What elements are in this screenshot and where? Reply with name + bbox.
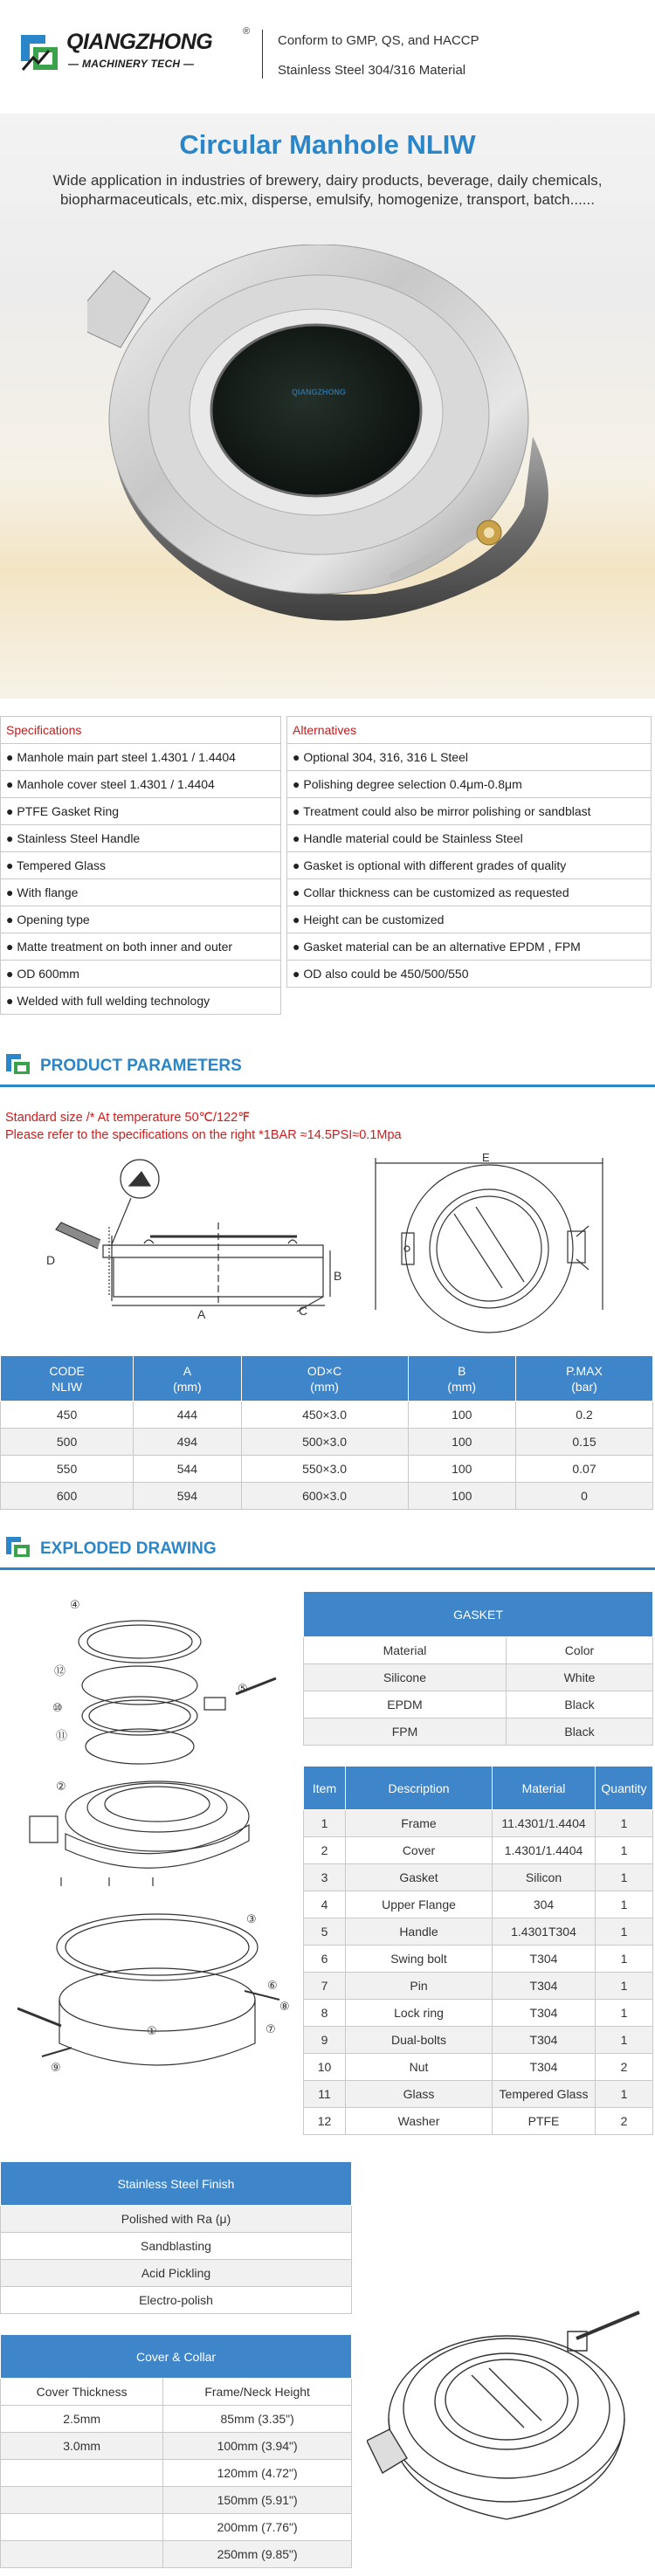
table-cell: T304 — [493, 1946, 596, 1973]
table-cell: Pin — [346, 1973, 493, 2000]
gasket-table-title: GASKET — [304, 1592, 653, 1637]
cover-collar-table — [0, 2334, 352, 2568]
header-divider — [262, 30, 263, 79]
callout-5: ⑤ — [238, 1683, 248, 1696]
table-row — [1, 2541, 352, 2568]
specifications-item: ● Stainless Steel Handle — [1, 825, 281, 852]
table-title-row — [1, 2335, 352, 2379]
table-cell: Electro-polish — [1, 2287, 352, 2314]
table-row — [304, 2000, 653, 2027]
table-row — [1, 2433, 352, 2460]
table-cell: 1.4301/1.4404 — [493, 1837, 596, 1864]
table-cell: Handle — [346, 1918, 493, 1946]
table-cell: 4 — [304, 1891, 346, 1918]
table-cell: 450×3.0 — [241, 1402, 408, 1429]
table-cell: 5 — [304, 1918, 346, 1946]
column-header-main: A — [183, 1363, 192, 1378]
table-cell: 3 — [304, 1864, 346, 1891]
table-cell: 500×3.0 — [241, 1429, 408, 1456]
table-cell: 1 — [596, 1810, 653, 1837]
specifications-item-text: Matte treatment on both inner and outer — [17, 940, 233, 954]
table-row — [304, 1718, 653, 1746]
specifications-row — [1, 906, 281, 933]
dim-label-a: A — [197, 1307, 206, 1321]
table-cell: 1 — [596, 1918, 653, 1946]
section-divider — [0, 1085, 655, 1087]
table-cell: 11.4301/1.4404 — [493, 1810, 596, 1837]
table-cell: 2 — [596, 2108, 653, 2135]
cover-collar-table-title: Cover & Collar — [1, 2335, 352, 2379]
specifications-item-text: Manhole main part steel 1.4301 / 1.4404 — [17, 750, 236, 764]
gasket-table — [303, 1591, 653, 1746]
table-cell: 1 — [596, 2000, 653, 2027]
table-title-row — [304, 1592, 653, 1637]
table-row — [1, 1483, 653, 1510]
header-claim-material: Stainless Steel 304/316 Material — [278, 63, 466, 78]
table-cell — [1, 2460, 163, 2487]
specifications-row — [1, 879, 281, 906]
table-cell: Tempered Glass — [493, 2081, 596, 2108]
alternatives-table — [286, 716, 652, 988]
column-header: Quantity — [596, 1767, 653, 1810]
alternatives-row — [287, 879, 652, 906]
column-header-unit: (mm) — [173, 1379, 202, 1394]
table-row — [304, 1810, 653, 1837]
specifications-item-text: Opening type — [17, 913, 90, 926]
callout-6: ⑥ — [267, 1980, 278, 1993]
table-cell: 100 — [408, 1402, 516, 1429]
alternatives-item: ● Collar thickness can be customized as requested — [287, 879, 652, 906]
table-cell: 2 — [304, 1837, 346, 1864]
column-header — [241, 1356, 408, 1402]
table-cell: Glass — [346, 2081, 493, 2108]
table-cell: 2.5mm — [1, 2406, 163, 2433]
specifications-item-text: Tempered Glass — [17, 858, 107, 872]
specifications-table — [0, 716, 281, 1015]
column-header: Item — [304, 1767, 346, 1810]
column-header — [134, 1356, 242, 1402]
alternatives-row — [287, 906, 652, 933]
table-row — [1, 2260, 352, 2287]
alternatives-item-text: Collar thickness can be customized as requested — [303, 885, 569, 899]
product-parameters-title: PRODUCT PARAMETERS — [40, 1057, 242, 1075]
table-cell: 10 — [304, 2054, 346, 2081]
table-cell: 6 — [304, 1946, 346, 1973]
alternatives-item-text: Polishing degree selection 0.4μm-0.8μm — [303, 777, 522, 791]
alternatives-item: ● Polishing degree selection 0.4μm-0.8μm — [287, 771, 652, 798]
brand-subtitle: — MACHINERY TECH — — [68, 58, 195, 70]
specifications-row — [1, 852, 281, 879]
table-row — [1, 1402, 653, 1429]
table-cell: 444 — [134, 1402, 242, 1429]
table-cell: 1 — [596, 2027, 653, 2054]
table-cell — [1, 2487, 163, 2514]
table-cell: 550×3.0 — [241, 1456, 408, 1483]
dim-label-c: C — [299, 1304, 308, 1318]
alternatives-item-text: Height can be customized — [303, 913, 445, 926]
table-row — [1, 2460, 352, 2487]
dimension-drawing — [0, 1153, 655, 1353]
table-cell: Gasket — [346, 1864, 493, 1891]
table-cell: 544 — [134, 1456, 242, 1483]
column-header-unit: NLIW — [52, 1379, 83, 1394]
table-cell: 100mm (3.94") — [163, 2433, 352, 2460]
specifications-row — [1, 744, 281, 771]
specifications-item: ● Manhole cover steel 1.4301 / 1.4404 — [1, 771, 281, 798]
table-cell: 9 — [304, 2027, 346, 2054]
table-cell: 1 — [304, 1810, 346, 1837]
finish-table — [0, 2161, 352, 2314]
alternatives-row — [287, 933, 652, 961]
finish-table-title: Stainless Steel Finish — [1, 2162, 352, 2206]
specifications-item-text: Stainless Steel Handle — [17, 831, 141, 845]
table-cell: 100 — [408, 1429, 516, 1456]
table-title-row — [1, 2162, 352, 2206]
callout-1: ① — [147, 2025, 157, 2038]
conversion-note: Please refer to the specifications on the right *1BAR ≈14.5PSI≈0.1Mpa — [5, 1128, 402, 1142]
specifications-item: ● PTFE Gasket Ring — [1, 798, 281, 825]
specifications-item: ● OD 600mm — [1, 961, 281, 988]
section-divider — [0, 1567, 655, 1570]
dim-label-e: E — [482, 1153, 490, 1164]
alternatives-item: ● Handle material could be Stainless Steel — [287, 825, 652, 852]
specifications-item-text: OD 600mm — [17, 967, 79, 981]
table-row — [304, 2108, 653, 2135]
callout-10: ⑩ — [52, 1702, 63, 1715]
table-cell: 1.4301T304 — [493, 1918, 596, 1946]
alternatives-item-text: Gasket is optional with different grades of quality — [303, 858, 567, 872]
alternatives-item: ● Gasket is optional with different grades of quality — [287, 852, 652, 879]
section-logo-icon — [5, 1052, 31, 1075]
table-cell: 0.2 — [516, 1402, 653, 1429]
manhole-line-drawing — [367, 2270, 646, 2550]
table-cell: 1 — [596, 1891, 653, 1918]
table-header-row — [304, 1637, 653, 1664]
table-cell — [1, 2514, 163, 2541]
table-cell: PTFE — [493, 2108, 596, 2135]
callout-9: ⑨ — [51, 2062, 61, 2075]
table-row — [1, 2514, 352, 2541]
callout-4: ④ — [70, 1599, 80, 1612]
page-header — [0, 0, 655, 114]
table-cell: Sandblasting — [1, 2233, 352, 2260]
window-logo: QIANGZHONG — [292, 388, 346, 396]
table-cell: Swing bolt — [346, 1946, 493, 1973]
column-header — [408, 1356, 516, 1402]
specifications-row — [1, 825, 281, 852]
callout-11: ⑪ — [56, 1730, 68, 1743]
table-header-row — [304, 1767, 653, 1810]
table-cell: 120mm (4.72") — [163, 2460, 352, 2487]
table-cell: 0.15 — [516, 1429, 653, 1456]
alternatives-row — [287, 852, 652, 879]
table-cell: 250mm (9.85") — [163, 2541, 352, 2568]
column-header-main: CODE — [49, 1363, 85, 1378]
table-cell: Nut — [346, 2054, 493, 2081]
alternatives-item-text: Optional 304, 316, 316 L Steel — [303, 750, 468, 764]
table-cell: Frame — [346, 1810, 493, 1837]
table-cell: 550 — [1, 1456, 134, 1483]
table-cell: Silicone — [304, 1664, 507, 1691]
table-cell: 1 — [596, 1837, 653, 1864]
table-cell: 12 — [304, 2108, 346, 2135]
callout-8: ⑧ — [279, 2001, 290, 2014]
column-header: Material — [304, 1637, 507, 1664]
specifications-item-text: Welded with full welding technology — [17, 994, 210, 1008]
specifications-row — [1, 961, 281, 988]
specifications-item-text: Manhole cover steel 1.4301 / 1.4404 — [17, 777, 215, 791]
specifications-row — [1, 933, 281, 961]
table-row — [1, 2206, 352, 2233]
callout-7: ⑦ — [265, 2023, 276, 2036]
alternatives-item-text: Handle material could be Stainless Steel — [303, 831, 523, 845]
column-header-unit: (mm) — [310, 1379, 339, 1394]
table-cell: 600×3.0 — [241, 1483, 408, 1510]
table-cell: Black — [506, 1691, 652, 1718]
table-cell: 0 — [516, 1483, 653, 1510]
table-cell: Silicon — [493, 1864, 596, 1891]
column-header-unit: (bar) — [571, 1379, 597, 1394]
column-header-main: OD×C — [307, 1363, 342, 1378]
dim-label-d: D — [46, 1253, 56, 1267]
table-cell: 1 — [596, 1946, 653, 1973]
table-row — [304, 2027, 653, 2054]
table-row — [304, 1918, 653, 1946]
table-cell: 200mm (7.76") — [163, 2514, 352, 2541]
table-cell: 3.0mm — [1, 2433, 163, 2460]
table-row — [304, 1973, 653, 2000]
table-cell: 1 — [596, 1864, 653, 1891]
column-header-unit: (mm) — [447, 1379, 477, 1394]
brand-name: QIANGZHONG — [66, 30, 213, 54]
hero-description: Wide application in industries of brewery, dairy products, beverage, daily chemicals, biopharmaceuticals, etc.mix, disperse, emulsify, homogenize, transport, batch...... — [52, 172, 603, 208]
column-header: Color — [506, 1637, 652, 1664]
table-cell: Washer — [346, 2108, 493, 2135]
exploded-view-drawing — [17, 1589, 306, 2078]
table-cell: 8 — [304, 2000, 346, 2027]
table-cell: 0.07 — [516, 1456, 653, 1483]
table-cell: 1 — [596, 2081, 653, 2108]
table-cell: 11 — [304, 2081, 346, 2108]
alternatives-item-text: OD also could be 450/500/550 — [303, 967, 469, 981]
table-header-row — [1, 2379, 352, 2406]
alternatives-item: ● Height can be customized — [287, 906, 652, 933]
alternatives-item: ● OD also could be 450/500/550 — [287, 961, 652, 988]
specifications-header: Specifications — [1, 717, 281, 744]
column-header — [1, 1356, 134, 1402]
table-cell: T304 — [493, 1973, 596, 2000]
table-row — [304, 1891, 653, 1918]
table-cell: 100 — [408, 1456, 516, 1483]
alternatives-item: ● Optional 304, 316, 316 L Steel — [287, 744, 652, 771]
header-claim-gmp: Conform to GMP, QS, and HACCP — [278, 33, 479, 48]
callout-3: ③ — [246, 1913, 257, 1926]
table-row — [1, 1429, 653, 1456]
table-cell: EPDM — [304, 1691, 507, 1718]
table-row — [1, 2406, 352, 2433]
column-header: Material — [493, 1767, 596, 1810]
column-header: Description — [346, 1767, 493, 1810]
table-cell: 594 — [134, 1483, 242, 1510]
specifications-item: ● Welded with full welding technology — [1, 988, 281, 1015]
alternatives-row — [287, 771, 652, 798]
specifications-item-text: With flange — [17, 885, 79, 899]
column-header: Frame/Neck Height — [163, 2379, 352, 2406]
alternatives-item: ● Gasket material can be an alternative EPDM , FPM — [287, 933, 652, 961]
table-cell: Lock ring — [346, 2000, 493, 2027]
table-cell: White — [506, 1664, 652, 1691]
table-cell: 494 — [134, 1429, 242, 1456]
specifications-item: ● Manhole main part steel 1.4301 / 1.4404 — [1, 744, 281, 771]
dim-label-b: B — [334, 1269, 342, 1283]
column-header-main: P.MAX — [566, 1363, 603, 1378]
table-cell: Dual-bolts — [346, 2027, 493, 2054]
table-row — [1, 2287, 352, 2314]
table-cell: 500 — [1, 1429, 134, 1456]
table-cell: 85mm (3.35") — [163, 2406, 352, 2433]
alternatives-row — [287, 798, 652, 825]
table-cell — [1, 2541, 163, 2568]
specifications-row — [1, 771, 281, 798]
table-header-row — [1, 1356, 653, 1402]
table-row — [304, 1664, 653, 1691]
table-cell: Black — [506, 1718, 652, 1746]
table-cell: Upper Flange — [346, 1891, 493, 1918]
table-row — [304, 2054, 653, 2081]
table-row — [1, 2487, 352, 2514]
column-header: Cover Thickness — [1, 2379, 163, 2406]
table-row — [1, 2233, 352, 2260]
specifications-row — [1, 798, 281, 825]
table-cell: 600 — [1, 1483, 134, 1510]
alternatives-item-text: Treatment could also be mirror polishing or sandblast — [303, 804, 591, 818]
table-cell: 1 — [596, 1973, 653, 2000]
table-cell: T304 — [493, 2054, 596, 2081]
alternatives-row — [287, 961, 652, 988]
alternatives-item: ● Treatment could also be mirror polishing or sandblast — [287, 798, 652, 825]
parts-list-table — [303, 1766, 653, 2135]
table-cell: T304 — [493, 2000, 596, 2027]
table-cell: 100 — [408, 1483, 516, 1510]
column-header-main: B — [458, 1363, 466, 1378]
table-cell: FPM — [304, 1718, 507, 1746]
table-cell: Cover — [346, 1837, 493, 1864]
table-row — [304, 1864, 653, 1891]
page-title: Circular Manhole NLIW — [179, 129, 476, 160]
specifications-item-text: PTFE Gasket Ring — [17, 804, 120, 818]
table-cell: 450 — [1, 1402, 134, 1429]
temperature-note: Standard size /* At temperature 50℃/122℉ — [5, 1111, 250, 1125]
table-cell: T304 — [493, 2027, 596, 2054]
specifications-item: ● Matte treatment on both inner and outer — [1, 933, 281, 961]
table-cell: 304 — [493, 1891, 596, 1918]
table-row — [304, 1946, 653, 1973]
exploded-drawing-title: EXPLODED DRAWING — [40, 1539, 217, 1558]
specifications-item: ● Opening type — [1, 906, 281, 933]
specifications-item: ● With flange — [1, 879, 281, 906]
callout-12: ⑫ — [54, 1665, 66, 1678]
table-cell: 150mm (5.91") — [163, 2487, 352, 2514]
specifications-item: ● Tempered Glass — [1, 852, 281, 879]
table-row — [304, 1691, 653, 1718]
table-row — [304, 2081, 653, 2108]
table-cell: Polished with Ra (μ) — [1, 2206, 352, 2233]
section-logo-icon — [5, 1535, 31, 1558]
manhole-product-image — [87, 245, 576, 655]
alternatives-row — [287, 825, 652, 852]
column-header — [516, 1356, 653, 1402]
alternatives-row — [287, 744, 652, 771]
logo-icon — [19, 31, 59, 73]
table-row — [304, 1837, 653, 1864]
table-cell: 7 — [304, 1973, 346, 2000]
table-cell: 2 — [596, 2054, 653, 2081]
callout-2: ② — [56, 1780, 66, 1794]
product-parameters-table — [0, 1355, 653, 1510]
registered-mark: ® — [243, 26, 251, 37]
alternatives-header: Alternatives — [287, 717, 652, 744]
table-row — [1, 1456, 653, 1483]
table-cell: Acid Pickling — [1, 2260, 352, 2287]
specifications-row — [1, 988, 281, 1015]
alternatives-item-text: Gasket material can be an alternative EPDM , FPM — [303, 940, 581, 954]
